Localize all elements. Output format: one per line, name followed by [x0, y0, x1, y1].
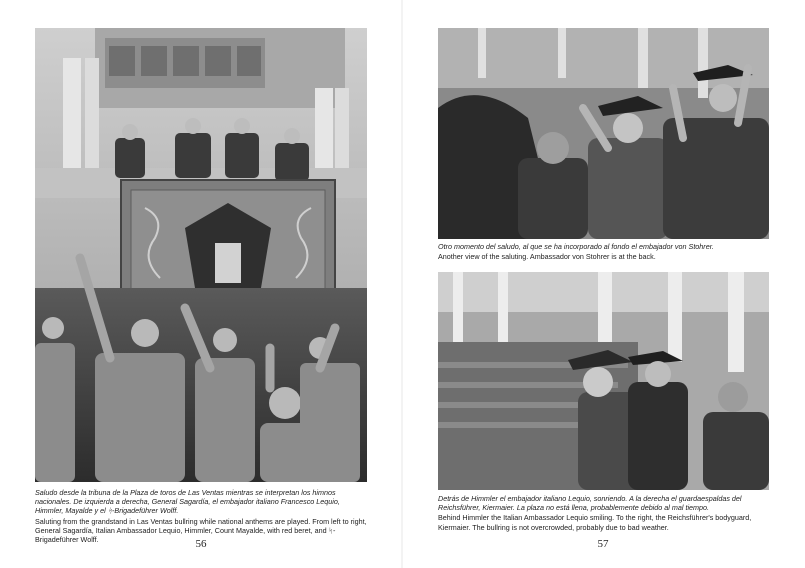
- page-number: 56: [195, 538, 207, 550]
- top-photo-caption: [438, 242, 769, 261]
- page-number: 57: [597, 538, 609, 550]
- left-photo-caption: [35, 488, 367, 544]
- right-page: [403, 0, 805, 568]
- top-photo: [438, 28, 769, 239]
- top-caption-spanish: Otro momento del saludo, al que se ha incorporado al fondo el embajador von Stohrer.: [438, 242, 714, 251]
- left-page-photo: [35, 28, 367, 482]
- top-caption-english: Another view of the saluting. Ambassador von Stohrer is at the back.: [438, 252, 656, 262]
- left-page: [0, 0, 402, 568]
- bottom-caption-spanish: Detrás de Himmler el embajador italiano Lequio, sonriendo. A la derecha el guardaespaldas del Reichsführer, Kiermaier. La plaza no está llena, probablemente debido al mal tiempo.: [438, 494, 742, 513]
- bottom-photo: [438, 272, 769, 490]
- bottom-caption-english: Behind Himmler the Italian Ambassador Lequio smiling. To the right, the Reichsführer's bodyguard, Kiermaier. The bullring is not overcrowded, probably due to bad weather.: [438, 513, 752, 532]
- caption-english: Saluting from the grandstand in Las Ventas bullring while national anthems are played. From left to right, General Sagardía, Italian Ambassador Lequio, Himmler, Count Mayalde, with red beret, and ᛋ-Brigadeführer Wolff.: [35, 516, 367, 545]
- caption-spanish: Saludo desde la tribuna de la Plaza de toros de Las Ventas mientras se interpretan los himnos nacionales. De izquierda a derecha, General Sagardía, el embajador italiano Francesco Lequio, Himmler, Mayalde y el ᛋ-Brigadeführer Wolff.: [35, 488, 340, 516]
- bottom-photo-caption: [438, 494, 769, 532]
